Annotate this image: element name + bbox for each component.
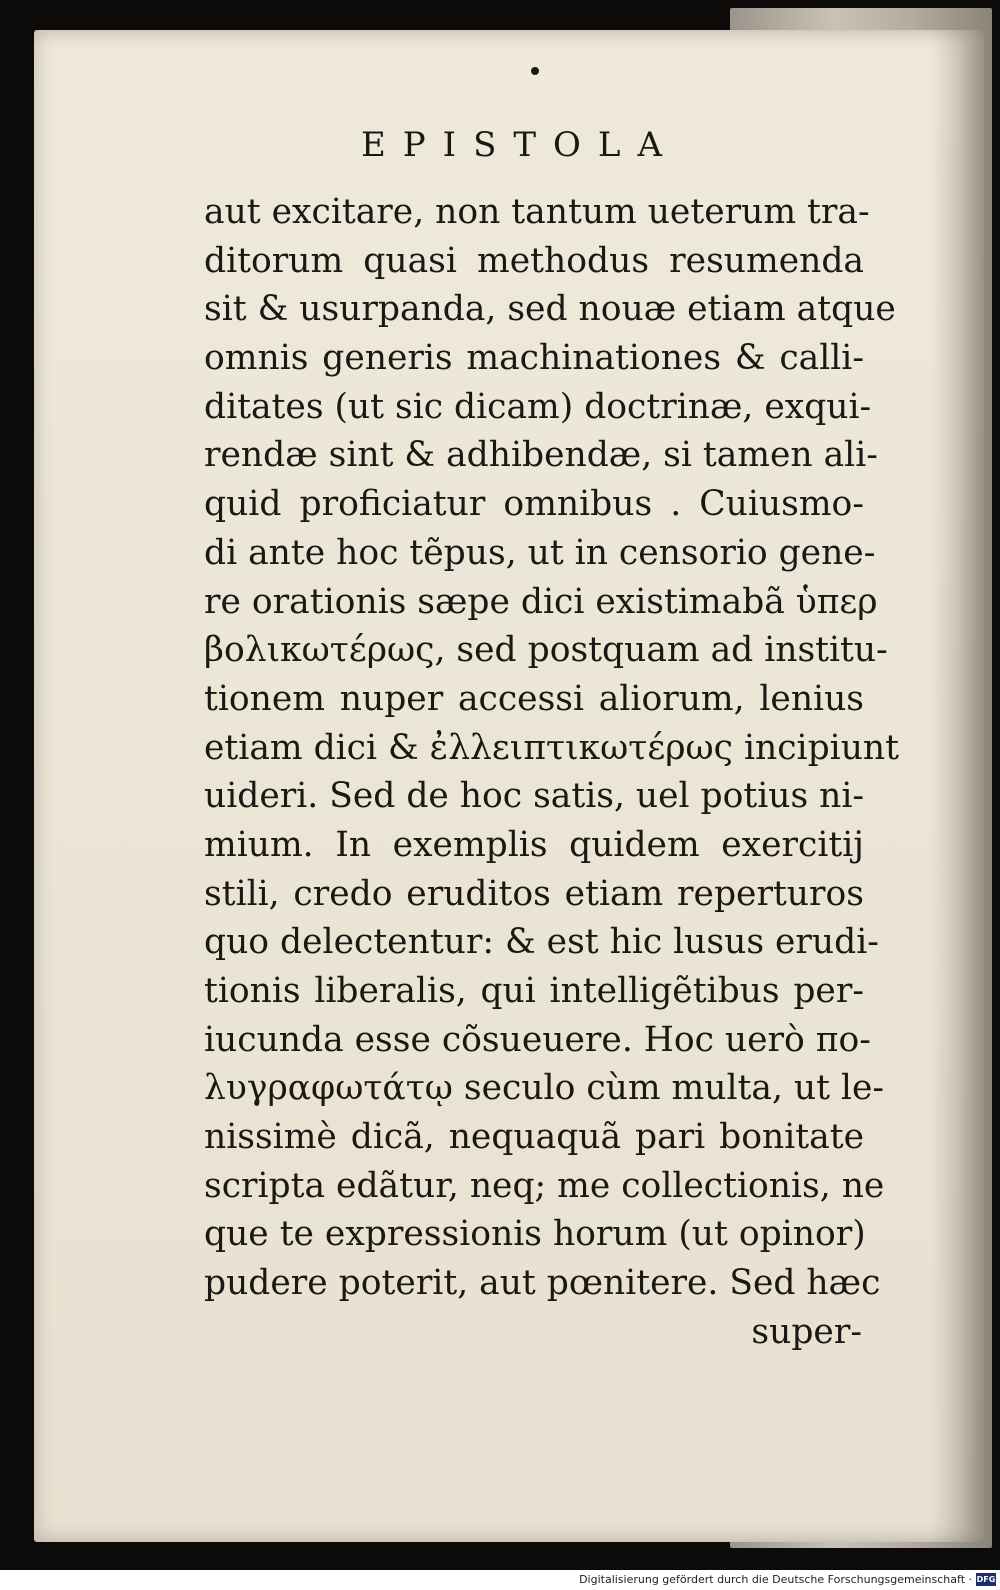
text-line: sit & usurpanda, sed nouæ etiam atque xyxy=(204,289,896,330)
text-line: ditates (ut sic dicam) doctrinæ, exqui- xyxy=(204,386,872,427)
text-line: rendæ sint & adhibendæ, si tamen ali- xyxy=(204,435,878,476)
text-line: uideri. Sed de hoc satis, uel potius ni- xyxy=(204,776,865,817)
text-line: que te expressionis horum (ut opinor) xyxy=(204,1214,866,1255)
text-line: tionem nuper accessi aliorum, lenius xyxy=(204,678,864,719)
text-line: omnis generis machinationes & calli- xyxy=(204,338,864,379)
text-line: aut excitare, non tantum ueterum tra- xyxy=(204,192,870,232)
text-line: re orationis sæpe dici existimabã ὑπερ xyxy=(204,581,878,622)
page-gutter-shade xyxy=(930,30,984,1542)
page-mark-dot xyxy=(531,67,539,75)
text-line: mium. In exemplis quidem exercitij xyxy=(204,824,864,865)
dfg-logo: DFG xyxy=(976,1575,996,1584)
catchword: super- xyxy=(751,1311,862,1352)
text-line: etiam dici & ἐλλειπτικωτέρως incipiunt xyxy=(204,727,900,768)
text-line: stili, credo eruditos etiam reperturos xyxy=(204,873,864,914)
funding-credit: Digitalisierung gefördert durch die Deutsche Forschungsgemeinschaft · xyxy=(579,1573,972,1586)
text-line: λυγραφωτάτῳ seculo cùm multa, ut le- xyxy=(204,1068,885,1109)
text-line: iucunda esse cõsueuere. Hoc uerò πο- xyxy=(204,1019,871,1060)
text-line: di ante hoc tẽpus, ut in censorio gene- xyxy=(204,532,876,573)
body-text xyxy=(204,188,900,1357)
text-line: quid proficiatur omnibus . Cuiusmo- xyxy=(204,484,864,525)
text-line: scripta edãtur, neq; me collectionis, ne xyxy=(204,1165,885,1206)
text-line: ditorum quasi methodus resumenda xyxy=(204,240,864,281)
running-head: EPISTOLA xyxy=(360,125,680,165)
text-line: quo delectentur: & est hic lusus erudi- xyxy=(204,922,879,963)
text-line: nissimè dicã, nequaquã pari bonitate xyxy=(204,1117,864,1158)
text-line: pudere poterit, aut pœnitere. Sed hæc xyxy=(204,1263,881,1304)
text-line: βολικωτέρως, sed postquam ad institu- xyxy=(204,630,888,671)
text-line: tionis liberalis, qui intelligẽtibus per- xyxy=(204,971,864,1011)
